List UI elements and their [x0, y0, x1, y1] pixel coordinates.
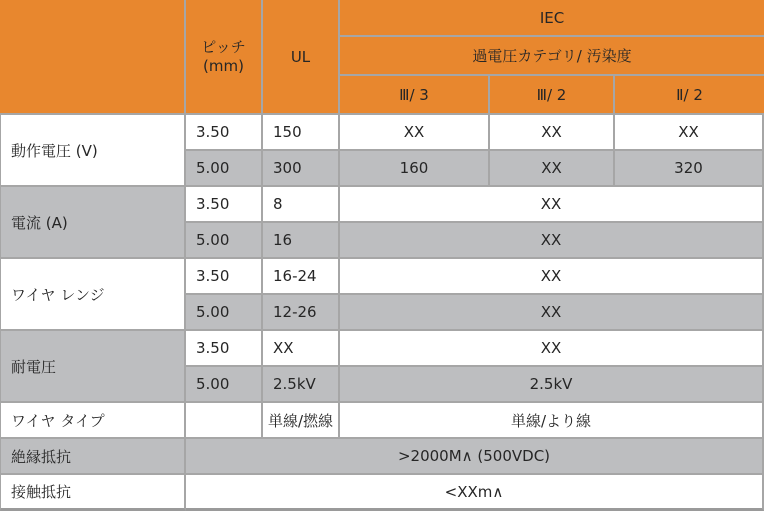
cell-voltage-500-iec-iii3: 160: [340, 151, 490, 187]
cell-voltage-350-ul: 150: [263, 115, 340, 151]
cell-voltage-500-ul: 300: [263, 151, 340, 187]
cell-insulation-value: >2000M∧ (500VDC): [186, 439, 764, 475]
header-iec: IEC: [340, 0, 764, 37]
cell-voltage-350-iec-iii3: XX: [340, 115, 490, 151]
cell-withstand-350-iec: XX: [340, 331, 764, 367]
cell-current-350-pitch: 3.50: [186, 187, 263, 223]
cell-withstand-500-iec: 2.5kV: [340, 367, 764, 403]
cell-voltage-350-pitch: 3.50: [186, 115, 263, 151]
row-label-wire-type: ワイヤ タイプ: [0, 403, 186, 439]
header-pitch-line2: (mm): [203, 56, 244, 75]
cell-withstand-500-ul: 2.5kV: [263, 367, 340, 403]
cell-withstand-350-pitch: 3.50: [186, 331, 263, 367]
row-label-operating-voltage: 動作電圧 (V): [0, 115, 186, 187]
cell-voltage-350-iec-ii2: XX: [615, 115, 764, 151]
header-overvoltage-pollution: 過電圧カテゴリ/ 汚染度: [340, 37, 764, 76]
cell-voltage-500-pitch: 5.00: [186, 151, 263, 187]
row-label-wire-range: ワイヤ レンジ: [0, 259, 186, 331]
cell-wirerange-500-iec: XX: [340, 295, 764, 331]
cell-current-500-ul: 16: [263, 223, 340, 259]
cell-wirerange-350-iec: XX: [340, 259, 764, 295]
cell-wirerange-350-pitch: 3.50: [186, 259, 263, 295]
cell-wiretype-pitch: [186, 403, 263, 439]
cell-voltage-500-iec-ii2: 320: [615, 151, 764, 187]
cell-withstand-500-pitch: 5.00: [186, 367, 263, 403]
cell-current-500-iec: XX: [340, 223, 764, 259]
header-pitch-line1: ピッチ: [201, 37, 246, 56]
cell-current-350-iec: XX: [340, 187, 764, 223]
cell-wirerange-500-ul: 12-26: [263, 295, 340, 331]
cell-withstand-350-ul: XX: [263, 331, 340, 367]
cell-wiretype-iec: 単線/より線: [340, 403, 764, 439]
cell-current-350-ul: 8: [263, 187, 340, 223]
header-corner-cell: [0, 0, 186, 115]
row-label-contact-resistance: 接触抵抗: [0, 475, 186, 511]
row-label-withstand-voltage: 耐電圧: [0, 331, 186, 403]
header-category-iii-2: Ⅲ/ 2: [490, 76, 615, 115]
cell-contact-value: <XXm∧: [186, 475, 764, 511]
row-label-insulation-resistance: 絶縁抵抗: [0, 439, 186, 475]
row-label-current: 電流 (A): [0, 187, 186, 259]
cell-wiretype-ul: 単線/撚線: [263, 403, 340, 439]
header-pitch: [186, 0, 263, 115]
cell-voltage-500-iec-iii2: XX: [490, 151, 615, 187]
header-category-iii-3: Ⅲ/ 3: [340, 76, 490, 115]
header-category-ii-2: Ⅱ/ 2: [615, 76, 764, 115]
cell-wirerange-350-ul: 16-24: [263, 259, 340, 295]
cell-voltage-350-iec-iii2: XX: [490, 115, 615, 151]
cell-wirerange-500-pitch: 5.00: [186, 295, 263, 331]
header-ul: UL: [263, 0, 340, 115]
cell-current-500-pitch: 5.00: [186, 223, 263, 259]
